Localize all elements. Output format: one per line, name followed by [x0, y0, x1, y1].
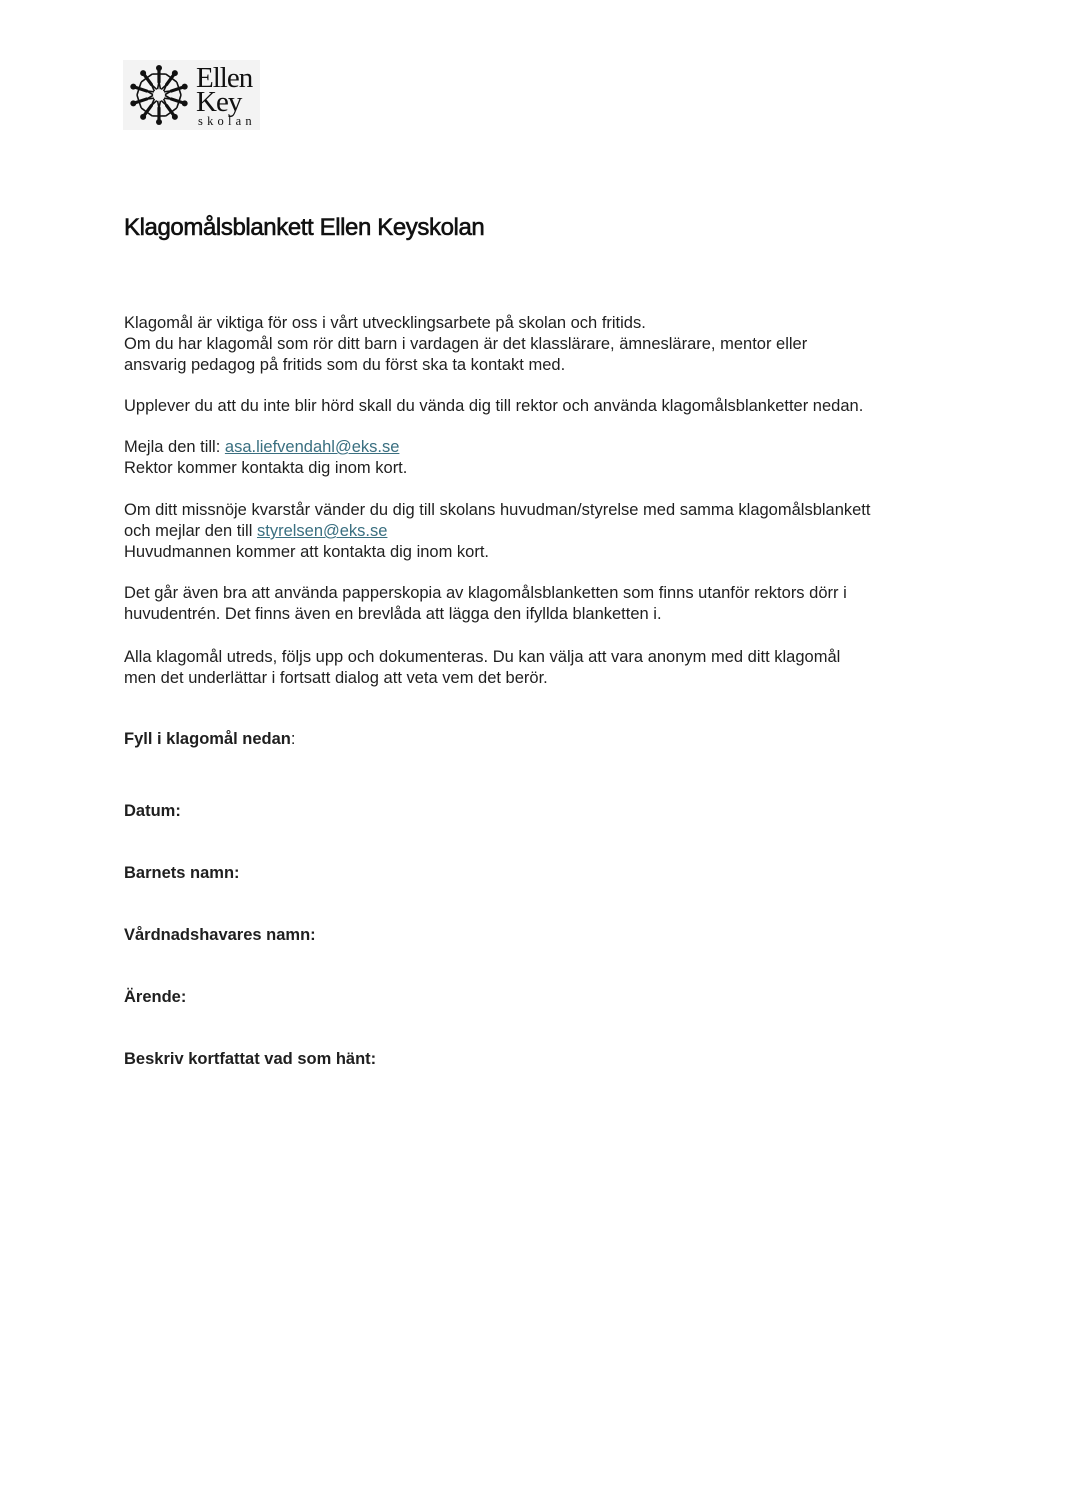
- intro-line-1: Klagomål är viktiga för oss i vårt utvecklingsarbete på skolan och fritids.: [124, 314, 646, 332]
- mail-rektor-line: [124, 437, 407, 458]
- page-title: Klagomålsblankett Ellen Keyskolan: [124, 214, 485, 241]
- mail-rektor-line-2: Rektor kommer kontakta dig inom kort.: [124, 459, 408, 477]
- huvudman-line-2: [124, 521, 870, 542]
- arende-label: Ärende:: [124, 988, 187, 1006]
- datum-label: Datum:: [124, 802, 181, 820]
- barnets-namn-label: Barnets namn:: [124, 864, 240, 882]
- form-heading-text: Fyll i klagomål nedan: [124, 730, 291, 748]
- anonymous-paragraph: [124, 647, 840, 689]
- logo-word-ellen: Ellen: [196, 62, 253, 94]
- form-heading: [124, 729, 295, 750]
- mail-rektor-paragraph: [124, 437, 407, 479]
- anon-line-1: Alla klagomål utreds, följs upp och dokumenteras. Du kan välja att vara anonym med ditt klagomål: [124, 648, 841, 666]
- huvudman-paragraph: [124, 500, 870, 563]
- paper-line-2: huvudentrén. Det finns även en brevlåda att lägga den ifyllda blanketten i.: [124, 605, 662, 623]
- huvudman-line-3: Huvudmannen kommer att kontakta dig inom kort.: [124, 543, 490, 561]
- intro-line-2: Om du har klagomål som rör ditt barn i vardagen är det klasslärare, ämneslärare, mentor eller: [124, 335, 808, 353]
- beskriv-label: Beskriv kortfattat vad som hänt:: [124, 1050, 377, 1068]
- huvudman-line-1: Om ditt missnöje kvarstår vänder du dig till skolans huvudman/styrelse med samma klagomålsblankett: [124, 501, 871, 519]
- anon-line-2: men det underlättar i fortsatt dialog att veta vem det berör.: [124, 669, 548, 687]
- paper-copy-paragraph: [124, 583, 847, 625]
- huvudman-prefix: och mejlar den till: [124, 522, 257, 540]
- rektor-paragraph: Upplever du att du inte blir hörd skall du vända dig till rektor och använda klagomålsblanketter nedan.: [124, 397, 864, 415]
- paper-line-1: Det går även bra att använda papperskopia av klagomålsblanketten som finns utanför rektors dörr i: [124, 584, 847, 602]
- vardnadshavare-label: Vårdnadshavares namn:: [124, 926, 316, 944]
- intro-line-3: ansvarig pedagog på fritids som du först ska ta kontakt med.: [124, 356, 566, 374]
- people-circle-icon: [123, 60, 195, 130]
- logo-word-key: Key: [196, 86, 242, 118]
- styrelsen-email-link[interactable]: styrelsen@eks.se: [256, 522, 388, 540]
- rektor-email-link[interactable]: asa.liefvendahl@eks.se: [224, 438, 400, 456]
- intro-paragraph: [124, 313, 807, 376]
- school-logo: [123, 60, 260, 130]
- form-heading-colon: :: [290, 730, 296, 748]
- mail-rektor-prefix: Mejla den till:: [124, 438, 225, 456]
- logo-word-skolan: skolan: [198, 114, 256, 128]
